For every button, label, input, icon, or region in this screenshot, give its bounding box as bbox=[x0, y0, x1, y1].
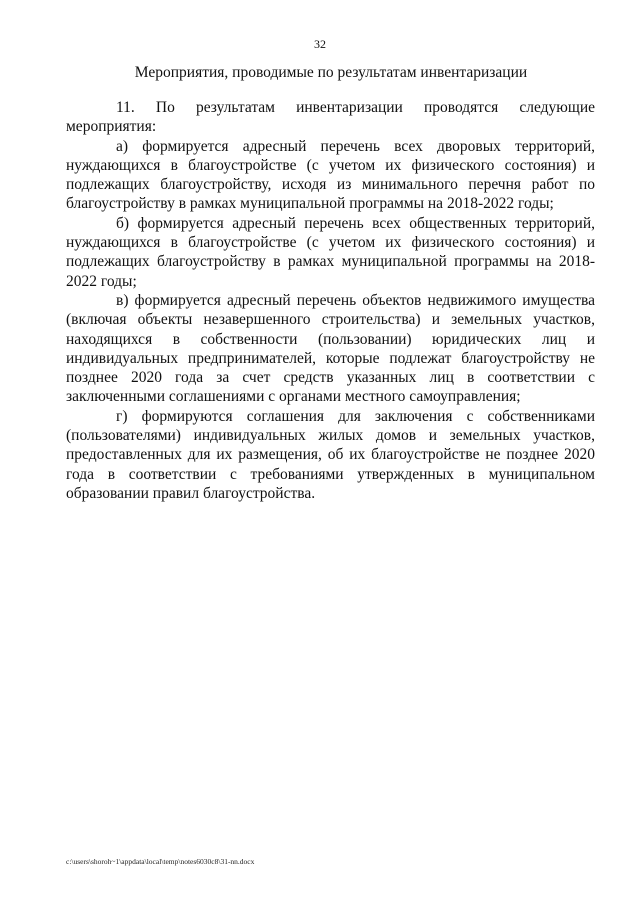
paragraph-item-b: б) формируется адресный перечень всех общественных территорий, нуждающихся в благоустройстве (с учетом их физического состояния) и подлежащих благоустройству в рамках муниципальной программы на 2018-2022 годы; bbox=[66, 214, 595, 290]
paragraph-item-g: г) формируются соглашения для заключения с собственниками (пользователями) индивидуальных жилых домов и земельных участков, предоставленных для их размещения, об их благоустройстве не позднее 2020 года в соответствии с требованиями утвержденных в муниципальном образовании правил благоустройства. bbox=[66, 407, 595, 502]
paragraph-item-a: а) формируется адресный перечень всех дворовых территорий, нуждающихся в благоустройстве (с учетом их физического состояния) и подлежащих благоустройству, исходя из минимального перечня работ по благоустройству в рамках муниципальной программы на 2018-2022 годы; bbox=[66, 137, 595, 213]
footer-file-path: c:\users\shoroh~1\appdata\local\temp\notes6030c8\31-nn.docx bbox=[66, 857, 255, 866]
document-body bbox=[66, 98, 595, 503]
paragraph-item-v: в) формируется адресный перечень объектов недвижимого имущества (включая объекты незавершенного строительства) и земельных участков, находящихся в собственности (пользовании) юридических лиц и индивидуальных предпринимателей, которые подлежат благоустройству не позднее 2020 года за счет средств указанных лиц в соответствии с заключенными соглашениями с органами местного самоуправления; bbox=[66, 291, 595, 406]
paragraph-intro: 11. По результатам инвентаризации проводятся следующие мероприятия: bbox=[66, 99, 595, 136]
section-heading: Мероприятия, проводимые по результатам инвентаризации bbox=[134, 64, 528, 81]
page-number: 32 bbox=[314, 37, 326, 51]
